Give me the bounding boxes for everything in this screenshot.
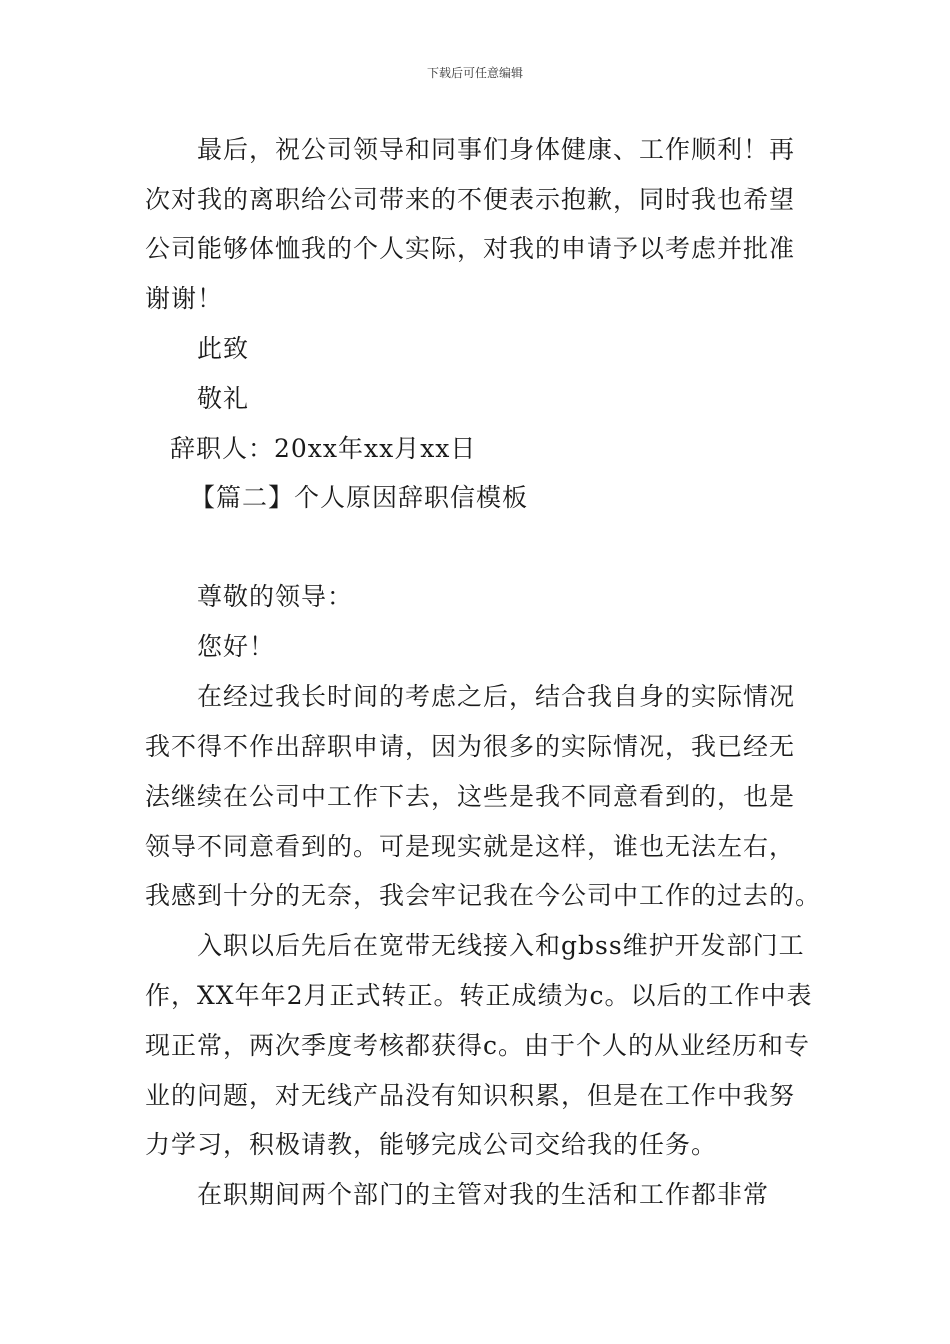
closing-line: 此致 <box>197 334 250 363</box>
paragraph-line: 力学习，积极请教，能够完成公司交给我的任务。 <box>145 1130 718 1159</box>
paragraph-line: 入职以后先后在宽带无线接入和gbss维护开发部门工 <box>197 931 805 960</box>
paragraph-line: 我感到十分的无奈，我会牢记我在今公司中工作的过去的。 <box>145 881 822 910</box>
paragraph-line: 在经过我长时间的考虑之后，结合我自身的实际情况 <box>197 682 796 711</box>
paragraph-line: 公司能够体恤我的个人实际，对我的申请予以考虑并批准 <box>145 234 796 263</box>
paragraph-line: 谢谢！ <box>145 284 224 313</box>
paragraph-line: 在职期间两个部门的主管对我的生活和工作都非常 <box>197 1180 770 1209</box>
paragraph-line: 次对我的离职给公司带来的不便表示抱歉，同时我也希望 <box>145 185 796 214</box>
paragraph-line: 法继续在公司中工作下去，这些是我不同意看到的，也是 <box>145 782 796 811</box>
section-title: 【篇二】个人原因辞职信模板 <box>190 483 529 512</box>
paragraph-line: 业的问题，对无线产品没有知识积累，但是在工作中我努 <box>145 1081 796 1110</box>
paragraph-line: 最后，祝公司领导和同事们身体健康、工作顺利！再 <box>197 135 796 164</box>
greeting: 您好！ <box>197 632 276 661</box>
paragraph-line: 领导不同意看到的。可是现实就是这样，谁也无法左右， <box>145 832 796 861</box>
salutation: 尊敬的领导： <box>197 582 354 611</box>
closing-line: 敬礼 <box>197 384 250 413</box>
paragraph-line: 作，XX年年2月正式转正。转正成绩为c。以后的工作中表 <box>145 981 813 1010</box>
signature-line: 辞职人：20xx年xx月xx日 <box>170 434 477 463</box>
paragraph-line: 我不得不作出辞职申请，因为很多的实际情况，我已经无 <box>145 732 796 761</box>
paragraph-line: 现正常，两次季度考核都获得c。由于个人的从业经历和专 <box>145 1031 811 1060</box>
page-header: 下载后可任意编辑 <box>426 66 523 80</box>
